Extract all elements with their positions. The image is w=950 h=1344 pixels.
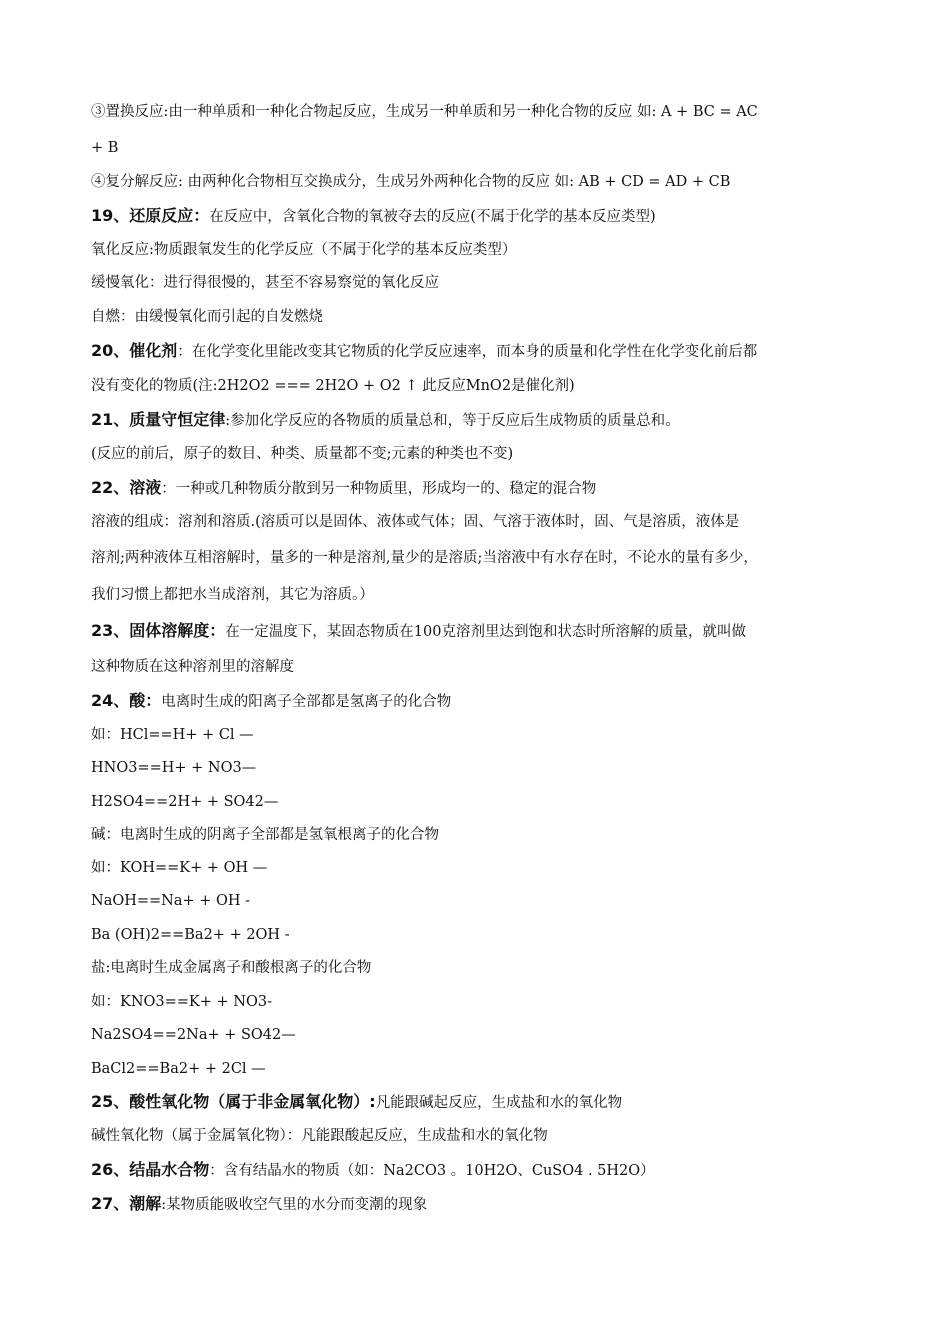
item-number: 26、 bbox=[91, 1160, 130, 1179]
term-name: 溶液 bbox=[129, 478, 162, 497]
text-line: ③置换反应:由一种单质和一种化合物起反应，生成另一种单质和另一种化合物的反应 如: A + BC = AC bbox=[91, 104, 758, 120]
item-number: 23、 bbox=[91, 621, 130, 640]
definition-heading-line bbox=[91, 1160, 871, 1181]
text-line: NaOH==Na+ + OH - bbox=[91, 893, 251, 909]
term-definition: 凡能跟碱起反应，生成盐和水的氧化物 bbox=[375, 1095, 623, 1111]
definition-heading-line bbox=[91, 341, 871, 362]
text-line: ④复分解反应: 由两种化合物相互交换成分，生成另外两种化合物的反应 如: AB + CD = AD + CB bbox=[91, 174, 731, 190]
term-name: 固体溶解度： bbox=[129, 621, 226, 640]
term-definition: 在一定温度下，某固态物质在100克溶剂里达到饱和状态时所溶解的质量，就叫做 bbox=[225, 624, 746, 640]
text-line: 盐:电离时生成金属离子和酸根离子的化合物 bbox=[91, 960, 372, 976]
text-line: Na2SO4==2Na+ + SO42— bbox=[91, 1027, 296, 1043]
text-line: HNO3==H+ + NO3— bbox=[91, 760, 257, 776]
item-number: 27、 bbox=[91, 1194, 130, 1213]
item-number: 25、 bbox=[91, 1092, 130, 1111]
definition-heading-line bbox=[91, 478, 871, 499]
definition-heading-line bbox=[91, 1092, 871, 1113]
definition-heading-line bbox=[91, 206, 871, 227]
text-line: 溶液的组成：溶剂和溶质.(溶质可以是固体、液体或气体；固、气溶于液体时，固、气是溶质，液体是 bbox=[91, 514, 740, 530]
term-definition: ：在化学变化里能改变其它物质的化学反应速率，而本身的质量和化学性在化学变化前后都 bbox=[177, 344, 758, 360]
term-name: 质量守恒定律 bbox=[129, 410, 226, 429]
definition-heading-line bbox=[91, 1194, 871, 1215]
term-name: 酸： bbox=[129, 691, 162, 710]
term-definition: ：一种或几种物质分散到另一种物质里，形成均一的、稳定的混合物 bbox=[161, 481, 597, 497]
item-number: 20、 bbox=[91, 341, 130, 360]
term-name: 酸性氧化物（属于非金属氧化物）: bbox=[129, 1092, 376, 1111]
item-number: 19、 bbox=[91, 206, 130, 225]
term-definition: ：含有结晶水的物质（如：Na2CO3 。10H2O、CuSO4 . 5H2O） bbox=[209, 1163, 655, 1179]
text-line: 溶剂;两种液体互相溶解时，量多的一种是溶剂,量少的是溶质;当溶液中有水存在时，不论水的量有多少， bbox=[91, 550, 758, 566]
term-name: 潮解 bbox=[129, 1194, 162, 1213]
text-line: Ba (OH)2==Ba2+ + 2OH - bbox=[91, 927, 290, 943]
text-line: 缓慢氧化：进行得很慢的，甚至不容易察觉的氧化反应 bbox=[91, 275, 439, 291]
text-line: 没有变化的物质(注:2H2O2 === 2H2O + O2 ↑ 此反应MnO2是催化剂) bbox=[91, 378, 575, 394]
text-line: + B bbox=[91, 140, 119, 156]
term-name: 催化剂 bbox=[129, 341, 178, 360]
term-name: 结晶水合物 bbox=[129, 1160, 210, 1179]
text-line: 碱性氧化物（属于金属氧化物）：凡能跟酸起反应，生成盐和水的氧化物 bbox=[91, 1128, 548, 1144]
text-line: 自燃：由缓慢氧化而引起的自发燃烧 bbox=[91, 309, 323, 325]
text-line: 氧化反应:物质跟氧发生的化学反应（不属于化学的基本反应类型） bbox=[91, 242, 517, 258]
text-line: 我们习惯上都把水当成溶剂，其它为溶质。） bbox=[91, 587, 374, 603]
definition-heading-line bbox=[91, 621, 871, 642]
definition-heading-line bbox=[91, 691, 871, 712]
text-line: H2SO4==2H+ + SO42— bbox=[91, 794, 279, 810]
text-line: BaCl2==Ba2+ + 2Cl — bbox=[91, 1061, 266, 1077]
text-line: (反应的前后，原子的数目、种类、质量都不变;元素的种类也不变) bbox=[91, 446, 514, 462]
term-definition: :参加化学反应的各物质的质量总和，等于反应后生成物质的质量总和。 bbox=[225, 413, 680, 429]
text-line: 如：KOH==K+ + OH — bbox=[91, 860, 268, 876]
term-name: 还原反应： bbox=[129, 206, 210, 225]
item-number: 24、 bbox=[91, 691, 130, 710]
text-line: 这种物质在这种溶剂里的溶解度 bbox=[91, 659, 294, 675]
term-definition: 电离时生成的阳离子全部都是氢离子的化合物 bbox=[161, 694, 452, 710]
item-number: 22、 bbox=[91, 478, 130, 497]
text-line: 如：KNO3==K+ + NO3- bbox=[91, 994, 272, 1010]
text-line: 碱：电离时生成的阴离子全部都是氢氧根离子的化合物 bbox=[91, 827, 439, 843]
definition-heading-line bbox=[91, 410, 871, 431]
item-number: 21、 bbox=[91, 410, 130, 429]
text-line: 如：HCl==H+ + Cl — bbox=[91, 727, 254, 743]
term-definition: :某物质能吸收空气里的水分而变潮的现象 bbox=[161, 1197, 428, 1213]
term-definition: 在反应中，含氧化合物的氧被夺去的反应(不属于化学的基本反应类型) bbox=[209, 209, 656, 225]
